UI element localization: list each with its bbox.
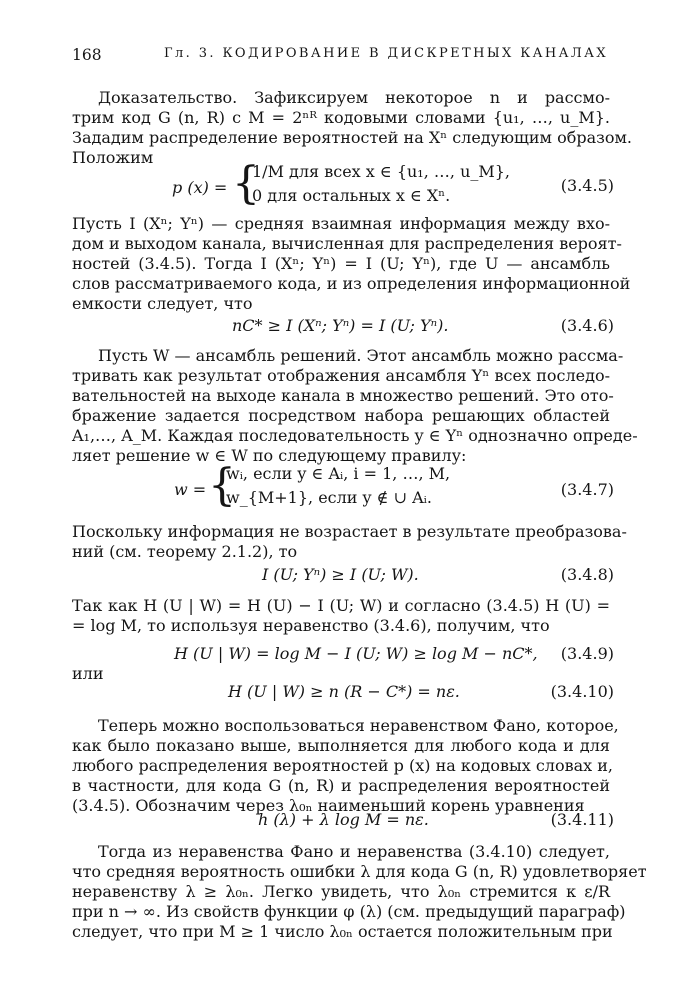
text-line: (3.4.5). Обозначим через λ₀ₙ наименьший корень уравнения <box>72 796 585 815</box>
text-line: как было показано выше, выполняется для любого кода и для <box>72 736 610 755</box>
text-line: трим код G (n, R) с M = 2ⁿᴿ кодовыми словами {u₁, …, u_M}. <box>72 108 610 127</box>
equation-number: (3.4.9) <box>560 644 614 663</box>
text-line: = log M, то используя неравенство (3.4.6), получим, что <box>72 616 550 635</box>
text-line: тривать как результат отображения ансамбля Yⁿ всех последо- <box>72 366 610 385</box>
text-line: Пусть I (Xⁿ; Yⁿ) — средняя взаимная информация между вхо- <box>72 214 610 233</box>
equation-case: w_{M+1}, если y ∉ ∪ Aᵢ. <box>226 488 432 507</box>
text-line: Пусть W — ансамбль решений. Этот ансамбль можно рассма- <box>98 346 624 365</box>
equation: nC* ≥ I (Xⁿ; Yⁿ) = I (U; Yⁿ). <box>232 316 449 335</box>
text-line: емкости следует, что <box>72 294 253 313</box>
chapter-title: Гл. 3. КОДИРОВАНИЕ В ДИСКРЕТНЫХ КАНАЛАХ <box>164 46 609 61</box>
equation-brace: { <box>232 158 260 209</box>
text-line: Доказательство. Зафиксируем некоторое n и рассмо- <box>98 88 610 107</box>
text-line: при n → ∞. Из свойств функции φ (λ) (см. предыдущий параграф) <box>72 902 626 921</box>
text-line: ляет решение w ∈ W по следующему правилу: <box>72 446 467 465</box>
text-line: дом и выходом канала, вычисленная для распределения вероят- <box>72 234 622 253</box>
equation-number: (3.4.5) <box>560 176 614 195</box>
equation-number: (3.4.11) <box>550 810 614 829</box>
text-line: A₁,…, A_M. Каждая последовательность y ∈ Yⁿ однозначно опреде- <box>72 426 638 445</box>
equation: I (U; Yⁿ) ≥ I (U; W). <box>262 565 419 584</box>
text-line: неравенству λ ≥ λ₀ₙ. Легко увидеть, что λ₀ₙ стремится к ε/R <box>72 882 610 901</box>
page-number: 168 <box>72 46 102 64</box>
text-line: Положим <box>72 148 154 167</box>
equation-number: (3.4.8) <box>560 565 614 584</box>
text-line: Поскольку информация не возрастает в результате преобразова- <box>72 522 627 541</box>
running-header <box>72 46 614 68</box>
text-line: что средняя вероятность ошибки λ для кода G (n, R) удовлетворяет <box>72 862 647 881</box>
equation: h (λ) + λ log M = nε. <box>258 810 429 829</box>
equation: H (U | W) = log M − I (U; W) ≥ log M − nC*, <box>174 644 538 663</box>
equation-lhs: w = <box>174 480 207 499</box>
equation-number: (3.4.7) <box>560 480 614 499</box>
equation-case: 0 для остальных x ∈ Xⁿ. <box>252 186 451 205</box>
text-line: следует, что при M ≥ 1 число λ₀ₙ остается положительным при <box>72 922 613 941</box>
equation-cases <box>252 160 510 208</box>
text-line: Тогда из неравенства Фано и неравенства (3.4.10) следует, <box>98 842 610 861</box>
text-line: ний (см. теорему 2.1.2), то <box>72 542 298 561</box>
equation-brace: { <box>208 460 236 511</box>
text-line: бражение задается посредством набора решающих областей <box>72 406 610 425</box>
equation-number: (3.4.10) <box>550 682 614 701</box>
equation-number: (3.4.6) <box>560 316 614 335</box>
text-line: в частности, для кода G (n, R) и распределения вероятностей <box>72 776 610 795</box>
text-line: Теперь можно воспользоваться неравенством Фано, которое, <box>98 716 619 735</box>
text-line: слов рассматриваемого кода, и из определения информационной <box>72 274 631 293</box>
text-line: или <box>72 664 104 683</box>
text-line: любого распределения вероятностей p (x) на кодовых словах и, <box>72 756 614 775</box>
text-line: Зададим распределение вероятностей на Xⁿ следующим образом. <box>72 128 633 147</box>
text-line: ностей (3.4.5). Тогда I (Xⁿ; Yⁿ) = I (U; Yⁿ), где U — ансамбль <box>72 254 610 273</box>
equation-case: 1/M для всех x ∈ {u₁, …, u_M}, <box>252 162 511 181</box>
text-line: Так как H (U | W) = H (U) − I (U; W) и согласно (3.4.5) H (U) = <box>72 596 610 615</box>
text-line: вательностей на выходе канала в множество решений. Это ото- <box>72 386 614 405</box>
equation: H (U | W) ≥ n (R − C*) = nε. <box>228 682 460 701</box>
equation-cases <box>226 462 450 510</box>
equation-lhs: p (x) = <box>172 178 228 197</box>
equation-case: wᵢ, если y ∈ Aᵢ, i = 1, …, M, <box>226 464 451 483</box>
